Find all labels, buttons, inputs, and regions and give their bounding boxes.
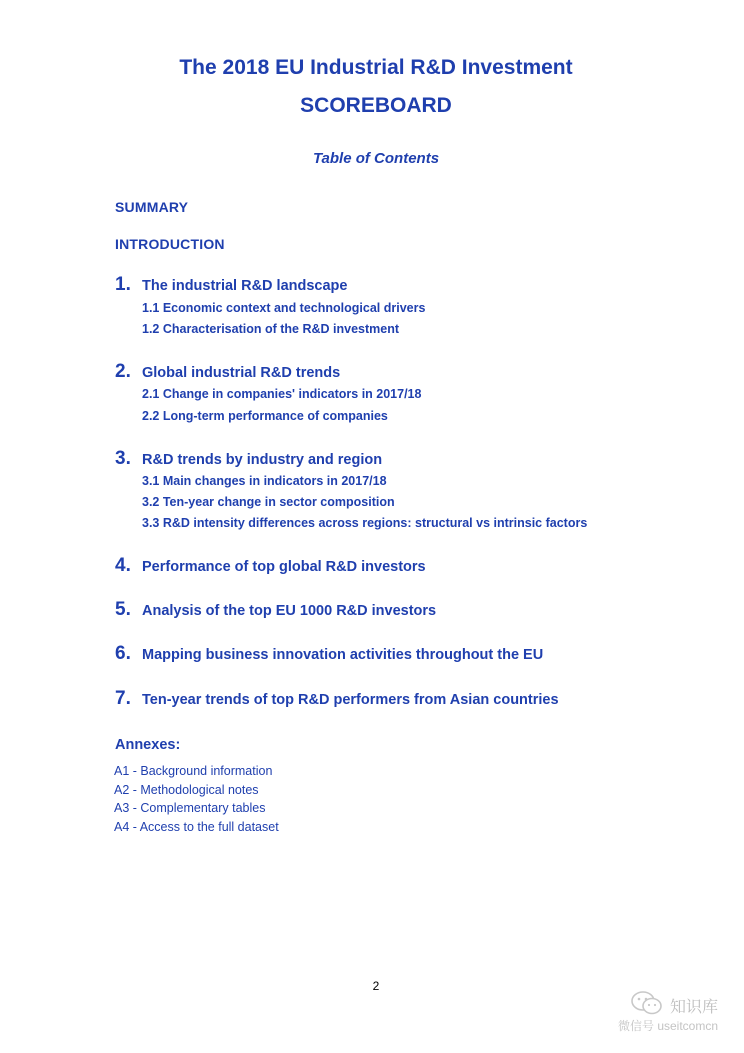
chapter-number: 5. <box>115 599 131 620</box>
toc-entry-introduction[interactable]: INTRODUCTION <box>115 236 225 252</box>
toc-chapter-7[interactable] <box>115 688 559 710</box>
chapter-number: 7. <box>115 688 131 709</box>
chapter-number: 6. <box>115 643 131 664</box>
chapter-number: 4. <box>115 555 131 576</box>
toc-section-2-2[interactable]: 2.2 Long-term performance of companies <box>142 409 388 423</box>
toc-chapter-6[interactable] <box>115 643 543 665</box>
toc-section-1-1[interactable]: 1.1 Economic context and technological drivers <box>142 301 426 315</box>
annexes-heading: Annexes: <box>115 737 181 753</box>
chapter-title: R&D trends by industry and region <box>142 452 383 468</box>
toc-chapter-3[interactable] <box>115 448 382 470</box>
toc-section-1-2[interactable]: 1.2 Characterisation of the R&D investment <box>142 322 400 336</box>
toc-section-3-2[interactable]: 3.2 Ten-year change in sector composition <box>142 495 395 509</box>
chapter-number: 2. <box>115 361 131 382</box>
toc-section-3-1[interactable]: 3.1 Main changes in indicators in 2017/18 <box>142 474 387 488</box>
watermark <box>618 990 736 1040</box>
chapter-title: Ten-year trends of top R&D performers from Asian countries <box>142 692 559 708</box>
document-title-line-1: The 2018 EU Industrial R&D Investment <box>179 56 573 79</box>
toc-annex-a1[interactable]: A1 - Background information <box>114 764 273 778</box>
chapter-title: Global industrial R&D trends <box>142 365 341 381</box>
toc-section-2-1[interactable]: 2.1 Change in companies' indicators in 2017/18 <box>142 387 422 401</box>
table-of-contents-heading: Table of Contents <box>312 150 440 167</box>
chapter-number: 3. <box>115 448 131 469</box>
watermark-id: 微信号 useitcomcn <box>618 1019 719 1033</box>
chapter-title: The industrial R&D landscape <box>142 278 348 294</box>
toc-chapter-2[interactable] <box>115 361 340 383</box>
chapter-title: Analysis of the top EU 1000 R&D investors <box>142 603 437 619</box>
document-title-line-2: SCOREBOARD <box>300 94 452 117</box>
toc-annex-a2[interactable]: A2 - Methodological notes <box>114 783 259 797</box>
toc-chapter-5[interactable] <box>115 599 436 621</box>
toc-annex-a4[interactable]: A4 - Access to the full dataset <box>114 820 279 834</box>
chapter-title: Performance of top global R&D investors <box>142 559 426 575</box>
chapter-title: Mapping business innovation activities throughout the EU <box>142 647 544 663</box>
toc-annex-a3[interactable]: A3 - Complementary tables <box>114 801 266 815</box>
watermark-name: 知识库 <box>670 999 719 1016</box>
toc-entry-summary[interactable]: SUMMARY <box>115 199 189 215</box>
wechat-icon <box>630 990 664 1016</box>
page-number: 2 <box>372 979 380 993</box>
toc-chapter-4[interactable] <box>115 555 426 577</box>
chapter-number: 1. <box>115 274 131 295</box>
toc-chapter-1[interactable] <box>115 274 347 296</box>
toc-section-3-3[interactable]: 3.3 R&D intensity differences across regions: structural vs intrinsic factors <box>142 516 588 530</box>
